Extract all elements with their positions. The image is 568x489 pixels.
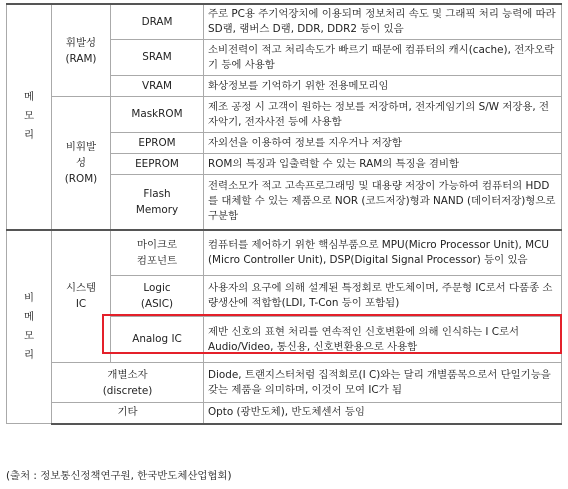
row-name-vram: VRAM bbox=[111, 76, 204, 97]
subgroup-nonvolatile: 비휘발 성 (ROM) bbox=[52, 97, 111, 230]
row-desc-analog: 제반 신호의 표현 처리를 연속적인 신호변환에 의해 인식하는 I C로서 Audio/Video, 통신용, 신호변환용으로 사용함 bbox=[204, 317, 562, 363]
source-note: (출처 : 정보통신정책연구원, 한국반도체산업협회) bbox=[6, 470, 232, 482]
group-memory: 메 모 리 bbox=[7, 4, 52, 230]
row-desc-discrete: Diode, 트랜지스터처럼 집적회로(I C)와는 달리 개별품목으로서 단일기능을 갖는 제품을 의미하며, 이것이 모여 IC가 됨 bbox=[204, 363, 562, 403]
row-name-eprom: EPROM bbox=[111, 133, 204, 154]
row-name-logic: Logic (ASIC) bbox=[111, 276, 204, 317]
row-name-maskrom: MaskROM bbox=[111, 97, 204, 133]
row-name-eeprom: EEPROM bbox=[111, 154, 204, 175]
row-name-flash: Flash Memory bbox=[111, 175, 204, 230]
row-name-analog: Analog IC bbox=[111, 317, 204, 363]
row-desc-other: Opto (광반도체), 반도체센서 등임 bbox=[204, 403, 562, 424]
row-name-discrete: 개별소자 (discrete) bbox=[52, 363, 204, 403]
row-name-dram: DRAM bbox=[111, 4, 204, 40]
row-desc-logic: 사용자의 요구에 의해 설계된 특정회로 반도체이며, 주문형 IC로서 다품종 소량생산에 적합함(LDI, T-Con 등이 포함됨) bbox=[204, 276, 562, 317]
row-desc-vram: 화상정보를 기억하기 위한 전용메모리임 bbox=[204, 76, 562, 97]
row-name-other: 기타 bbox=[52, 403, 204, 424]
row-desc-maskrom: 제조 공정 시 고객이 원하는 정보를 저장하며, 전자게임기의 S/W 저장용, 전자악기, 전자사전 등에 사용함 bbox=[204, 97, 562, 133]
row-name-micro: 마이크로 컴포넌트 bbox=[111, 230, 204, 276]
row-desc-flash: 전력소모가 적고 고속프로그래밍 및 대용량 저장이 가능하여 컴퓨터의 HDD를 대체할 수 있는 제품으로 NOR (코드저장)형과 NAND (데이터저장)형으로 구분함 bbox=[204, 175, 562, 230]
row-desc-micro: 컴퓨터를 제어하기 위한 핵심부품으로 MPU(Micro Processor Unit), MCU (Micro Controller Unit), DSP(Digital Signal Processor) 등이 있음 bbox=[204, 230, 562, 276]
row-desc-eeprom: ROM의 특징과 입출력할 수 있는 RAM의 특징을 겸비함 bbox=[204, 154, 562, 175]
subgroup-system-ic: 시스템 IC bbox=[52, 230, 111, 363]
row-desc-eprom: 자외선을 이용하여 정보를 지우거나 저장함 bbox=[204, 133, 562, 154]
row-desc-dram: 주로 PC용 주기억장치에 이용되며 정보처리 속도 및 그래픽 처리 능력에 따라 SD램, 램버스 D램, DDR, DDR2 등이 있음 bbox=[204, 4, 562, 40]
row-name-sram: SRAM bbox=[111, 40, 204, 76]
group-non-memory: 비 메 모 리 bbox=[7, 230, 52, 424]
row-desc-sram: 소비전력이 적고 처리속도가 빠르기 때문에 컴퓨터의 캐시(cache), 전자오락기 등에 사용함 bbox=[204, 40, 562, 76]
subgroup-volatile: 휘발성 (RAM) bbox=[52, 4, 111, 97]
semiconductor-classification-table bbox=[6, 3, 562, 425]
